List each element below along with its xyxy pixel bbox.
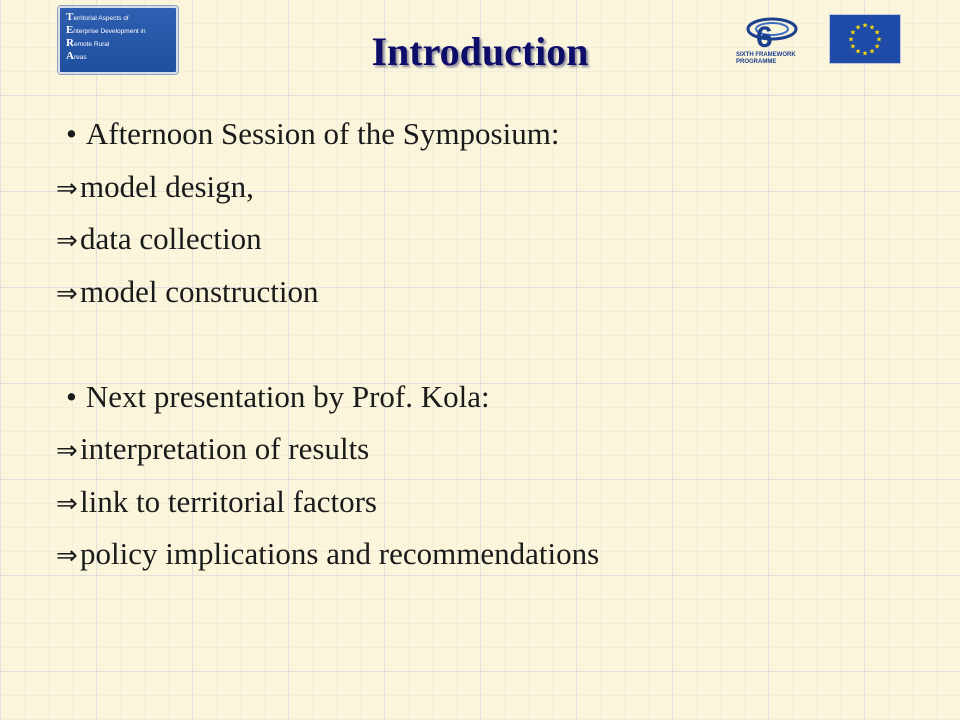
arrow-item: ⇒link to territorial factors — [66, 476, 926, 529]
svg-text:6: 6 — [756, 21, 773, 52]
double-arrow-icon: ⇒ — [56, 436, 78, 466]
spacer — [66, 318, 926, 371]
tera-logo-line: Territorial Aspects of — [66, 11, 129, 23]
double-arrow-icon: ⇒ — [56, 173, 78, 204]
tera-logo-line: Enterprise Development in — [66, 24, 146, 36]
slide-body — [56, 108, 926, 581]
arrow-item: ⇒model design, — [66, 161, 926, 214]
eu-star-icon: ★ — [873, 42, 881, 51]
tera-logo-line: Areas — [66, 50, 87, 62]
eu-flag-logo — [829, 14, 901, 64]
arrow-item: ⇒interpretation of results — [66, 423, 926, 476]
bullet-heading: • Afternoon Session of the Symposium: — [66, 116, 560, 151]
eu-star-icon: ★ — [873, 28, 881, 37]
eu-star-icon: ★ — [861, 49, 869, 58]
double-arrow-icon: ⇒ — [56, 278, 78, 309]
sixth-framework-logo — [736, 14, 800, 66]
eu-star-icon: ★ — [847, 35, 855, 44]
eu-star-icon: ★ — [875, 35, 883, 44]
eu-star-icon: ★ — [868, 47, 876, 56]
double-arrow-icon: ⇒ — [56, 488, 78, 519]
double-arrow-icon: ⇒ — [56, 226, 78, 256]
eu-star-icon: ★ — [854, 47, 862, 56]
eu-star-icon: ★ — [849, 42, 857, 51]
arrow-item: ⇒model construction — [66, 266, 926, 319]
tera-logo-line: Remote Rural — [66, 37, 110, 49]
eu-star-icon: ★ — [868, 23, 876, 32]
eu-star-icon: ★ — [861, 21, 869, 30]
eu-stars-icon — [830, 15, 900, 63]
eu-star-icon: ★ — [849, 28, 857, 37]
eu-star-icon: ★ — [854, 23, 862, 32]
double-arrow-icon: ⇒ — [56, 541, 78, 571]
bullet-heading: • Next presentation by Prof. Kola: — [66, 378, 490, 414]
arrow-item: ⇒policy implications and recommendations — [66, 528, 926, 581]
arrow-item: ⇒data collection — [66, 213, 926, 266]
fp6-label: SIXTH FRAMEWORK PROGRAMME — [736, 52, 796, 65]
slide-title: Introduction — [371, 29, 589, 74]
fp6-swirl-icon — [736, 14, 800, 52]
